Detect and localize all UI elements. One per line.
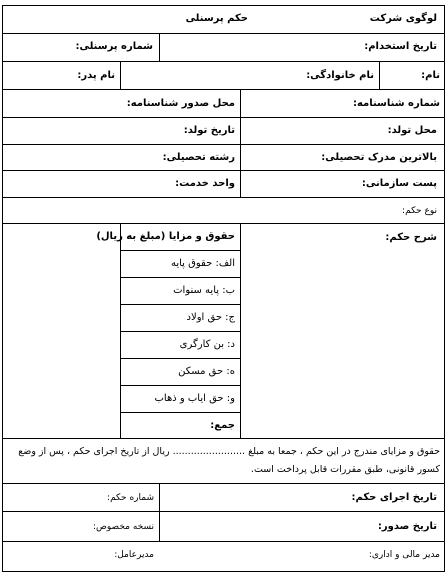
col-divider [379,61,380,89]
field-of-study-label: رشته تحصیلی: [162,152,235,163]
page-title: حکم پرسنلی [185,13,248,24]
benefits-col-right [240,223,241,438]
benefits-col-left [120,223,121,438]
first-name-label: نام: [421,70,440,81]
row-divider [3,438,444,439]
row-divider [3,511,444,512]
benefits-header: حقوق و مزایا (مبلغ به ریال) [96,231,235,242]
birth-place-label: محل تولد: [387,125,437,136]
benefits-row-divider [120,412,240,413]
col-divider [159,33,160,61]
row-divider [3,223,444,224]
benefits-total: جمع: [210,420,235,431]
ceo-label: مدیرعامل: [114,550,154,560]
highest-degree-label: بالاترین مدرک تحصیلی: [321,152,437,163]
personnel-number-label: شماره پرسنلی: [75,41,153,52]
col-divider [159,483,160,541]
benefits-row-divider [120,331,240,332]
benefits-row-divider [120,385,240,386]
row-divider [3,117,444,118]
finance-manager-label: مدیر مالی و اداری: [368,550,440,560]
company-logo: لوگوی شرکت [369,13,437,24]
benefit-item: د: بن کارگری [179,339,235,350]
birth-date-label: تاریخ تولد: [183,125,235,136]
payment-statement: حقوق و مزایای مندرج در این حکم ، جمعا به مبلغ ........................ ریال از تاریخ اجرای حکم ، پس از وضع کسور قانونی، طبق مقررات قابل پرداخت است. [18,446,440,475]
benefit-item: ه: حق مسکن [178,366,235,377]
execution-date-label: تاریخ اجرای حکم: [351,492,437,503]
father-name-label: نام پدر: [77,70,115,81]
employment-date-label: تاریخ استخدام: [364,41,437,52]
issue-date-label: تاریخ صدور: [377,521,437,532]
row-divider [3,33,444,34]
special-copy-label: نسخه مخصوص: [92,522,154,532]
organizational-post-label: پست سازمانی: [361,178,437,189]
order-type-label: نوع حکم: [402,206,437,216]
last-name-label: نام خانوادگی: [306,70,374,81]
benefit-item: و: حق ایاب و ذهاب [154,393,235,404]
benefits-row-divider [120,277,240,278]
order-description-label: شرح حکم: [385,232,437,243]
id-issue-place-label: محل صدور شناسنامه: [126,98,235,109]
personnel-order-form [2,5,445,572]
benefits-row-divider [120,358,240,359]
col-divider [240,89,241,197]
row-divider [3,170,444,171]
row-divider [3,483,444,484]
order-number-label: شماره حکم: [107,493,154,503]
row-divider [3,89,444,90]
benefit-item: الف: حقوق پایه [170,258,235,269]
row-divider [3,541,444,542]
benefits-row-divider [120,250,240,251]
benefit-item: ب: پایه سنوات [173,285,235,296]
id-number-label: شماره شناسنامه: [352,98,440,109]
benefits-row-divider [120,304,240,305]
col-divider [120,61,121,89]
row-divider [3,61,444,62]
benefit-item: ج: حق اولاد [186,312,235,323]
row-divider [3,197,444,198]
row-divider [3,144,444,145]
service-unit-label: واحد خدمت: [175,178,235,189]
